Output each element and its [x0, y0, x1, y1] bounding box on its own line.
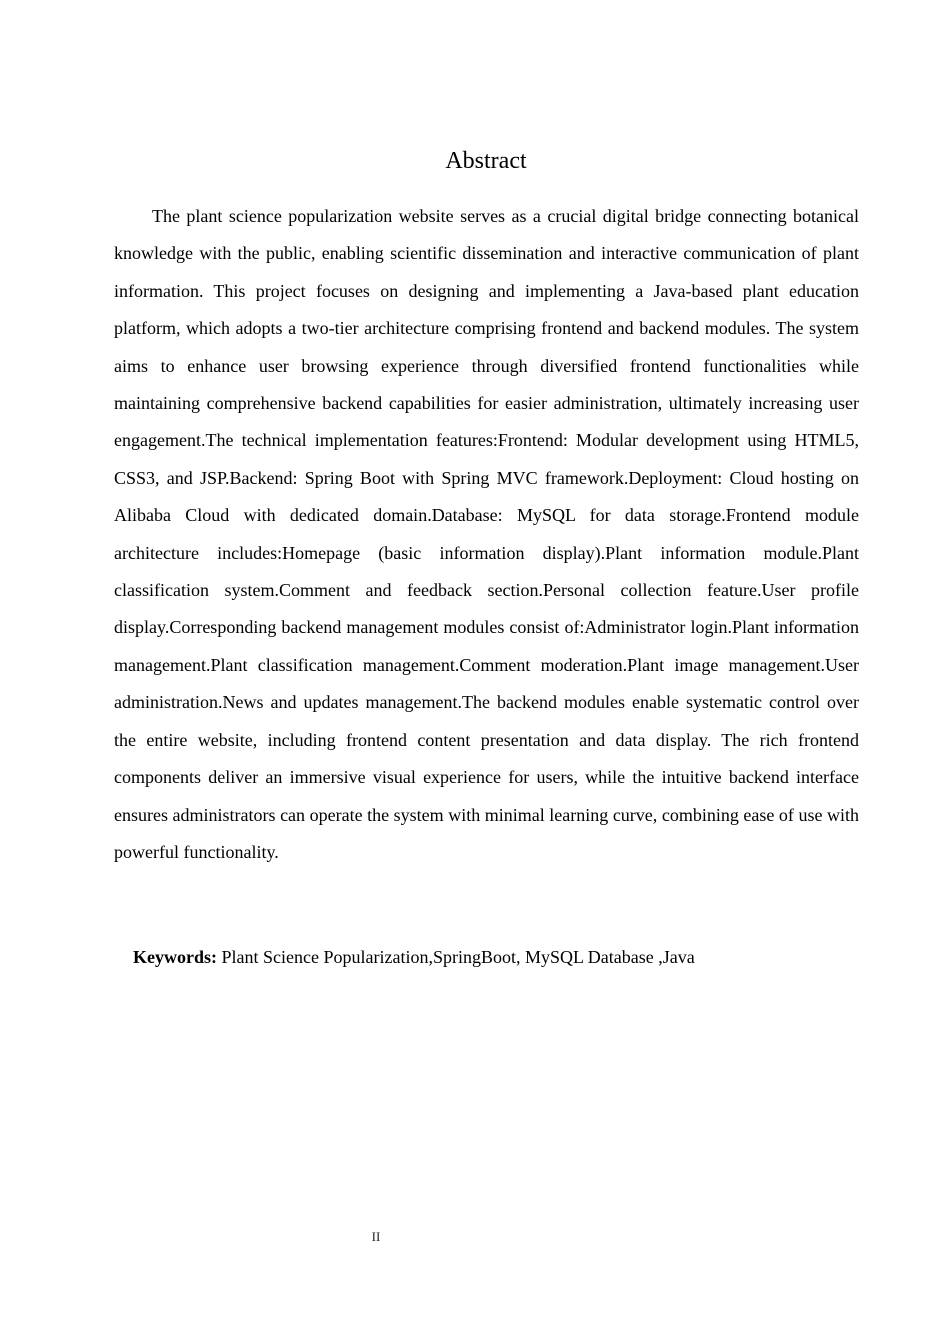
page-number: II [371, 1229, 381, 1244]
abstract-title: Abstract [445, 148, 527, 174]
keywords-label: Keywords: [133, 947, 217, 967]
keywords-value: Plant Science Popularization,SpringBoot, MySQL Database ,Java [217, 947, 695, 967]
keywords-line [133, 942, 859, 972]
abstract-paragraph: The plant science popularization website serves as a crucial digital bridge connecting botanical knowledge with the public, enabling scientific dissemination and interactive communication of plant information. This project focuses on designing and implementing a Java-based plant education platform, which adopts a two-tier architecture comprising frontend and backend modules. The system aims to enhance user browsing experience through diversified frontend functionalities while maintaining comprehensive backend capabilities for easier administration, ultimately increasing user engagement.The technical implementation features:Frontend: Modular development using HTML5, CSS3, and JSP.Backend: Spring Boot with Spring MVC framework.Deployment: Cloud hosting on Alibaba Cloud with dedicated domain.Database: MySQL for data storage.Frontend module architecture includes:Homepage (basic information display).Plant information module.Plant classification system.Comment and feedback section.Personal collection feature.User profile display.Corresponding backend management modules consist of:Administrator login.Plant information management.Plant classification management.Comment moderation.Plant image management.User administration.News and updates management.The backend modules enable systematic control over the entire website, including frontend content presentation and data display. The rich frontend components deliver an immersive visual experience for users, while the intuitive backend interface ensures administrators can operate the system with minimal learning curve, combining ease of use with powerful functionality. [114, 206, 859, 862]
